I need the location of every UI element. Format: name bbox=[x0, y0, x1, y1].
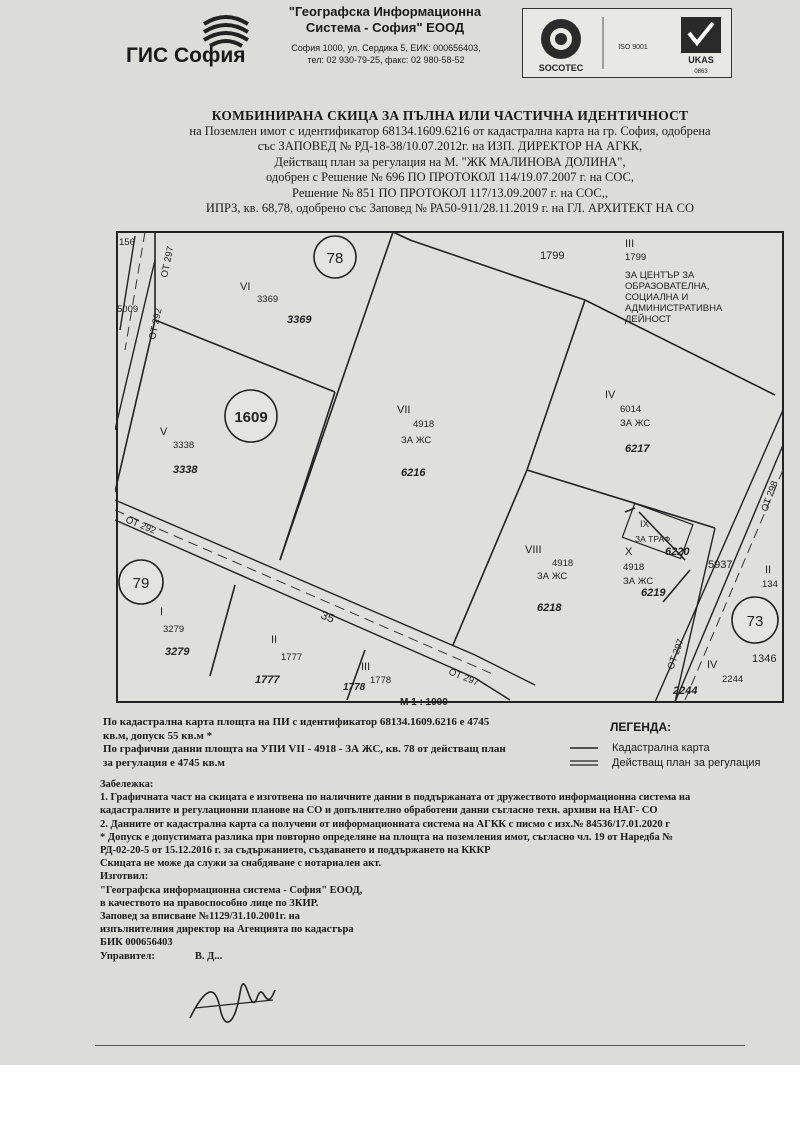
company-address bbox=[270, 42, 502, 66]
legend-item-cadastral bbox=[570, 740, 760, 755]
parcel-i-pi: 3279 bbox=[165, 646, 190, 658]
info-line-2: кв.м, допуск 55 кв.м * bbox=[103, 729, 213, 742]
block-78-icon bbox=[314, 236, 356, 278]
info-line-1: По кадастрална карта площта на ПИ с идентификатор 68134.1609.6216 е 4745 bbox=[103, 716, 490, 728]
parcel-x-purpose: ЗА ЖС bbox=[623, 576, 654, 587]
signature-icon bbox=[185, 978, 280, 1028]
block-78-label: 78 bbox=[326, 250, 344, 267]
notes-heading: Забележка: bbox=[100, 779, 154, 790]
label-156: 156 bbox=[119, 237, 135, 248]
block-79-label: 79 bbox=[132, 575, 150, 592]
parcel-ii-right-roman: II bbox=[765, 564, 772, 576]
label-street-35: 35 bbox=[318, 607, 337, 626]
cadastral-map bbox=[115, 230, 785, 705]
area-info bbox=[103, 716, 506, 770]
block-73-label: 73 bbox=[746, 613, 764, 630]
block-1609-label: 1609 bbox=[234, 409, 268, 426]
parcel-ii-pi: 1777 bbox=[255, 674, 280, 686]
iso-label: ISO 9001 bbox=[618, 44, 648, 51]
parcel-iv2-roman: IV bbox=[707, 659, 718, 671]
title-line-5: Решение № 851 ПО ПРОТОКОЛ 117/13.09.2007 г. на СОС,, bbox=[292, 185, 608, 200]
title-line-3: Действащ план за регулация на М. "ЖК МАЛИНОВА ДОЛИНА", bbox=[274, 154, 626, 169]
order-line: Заповед за вписване №1129/31.10.2001г. на bbox=[100, 911, 300, 923]
info-line-4: за регулация е 4745 кв.м bbox=[103, 756, 225, 769]
legend-title: ЛЕГЕНДА: bbox=[610, 720, 672, 734]
map-scale: М 1 : 1000 bbox=[400, 697, 448, 708]
bik-line: БИК 000656403 bbox=[100, 937, 173, 949]
single-line-icon bbox=[570, 745, 598, 751]
label-134: 134 bbox=[762, 579, 778, 590]
label-5009: 5009 bbox=[117, 304, 139, 315]
title-line-1: на Поземлен имот с идентификатор 68134.1609.6216 от кадастрална карта на гр. София, одобрена bbox=[189, 123, 711, 138]
brand-name: ГИС София bbox=[126, 44, 246, 67]
ukas-number: 0863 bbox=[694, 69, 708, 75]
legend-regulation-label: Действащ план за регулация bbox=[612, 756, 761, 769]
company-name bbox=[275, 4, 495, 36]
certification-seals-icon bbox=[523, 9, 731, 77]
parcel-iii2-upi: 1778 bbox=[370, 675, 392, 686]
parcel-iv-pi: 6217 bbox=[625, 443, 650, 455]
info-line-3: По графични данни площта на УПИ VII - 4918 - ЗА ЖС, кв. 78 от действащ план bbox=[103, 743, 506, 755]
note-3a: * Допуск е допустимата разлика при повторно определяне на площта на поземления имот, съгласно чл. 19 от Наредба № bbox=[100, 831, 673, 843]
title-line-6: ИПРЗ, кв. 68,78, одобрено със Заповед № РА50-911/28.11.2019 г. на ГЛ. АРХИТЕКТ НА СО bbox=[205, 201, 695, 215]
socotec-label: SOCOTEC bbox=[538, 63, 584, 73]
manager-line bbox=[100, 950, 800, 963]
legend-item-regulation bbox=[570, 755, 760, 770]
parcel-ii-roman: II bbox=[271, 634, 278, 646]
block-79-icon bbox=[119, 560, 163, 604]
parcel-viii-upi: 4918 bbox=[552, 558, 574, 569]
parcel-iv-upi: 6014 bbox=[620, 404, 642, 415]
manager-name: В. Д... bbox=[194, 950, 223, 962]
label-ot292-street: ОТ 292 bbox=[123, 514, 158, 537]
parcel-iii2-pi: 1778 bbox=[343, 682, 366, 693]
parcel-ix-purpose: ЗА ТРАФ. bbox=[635, 534, 673, 544]
block-1609-icon bbox=[225, 390, 277, 442]
note-2: 2. Данните от кадастрална карта са получени от информационната система на АГКК с писмо с изх.№ 84536/17.01.2020 г bbox=[100, 818, 671, 830]
label-ot292-left: ОТ 292 bbox=[147, 307, 165, 341]
parcel-v-upi: 3338 bbox=[173, 440, 195, 451]
manager-label: Управител: bbox=[100, 950, 155, 962]
parcel-viii-roman: VIII bbox=[525, 544, 542, 556]
parcel-ii-upi: 1777 bbox=[281, 652, 303, 663]
parcel-iv-purpose: ЗА ЖС bbox=[620, 418, 651, 429]
parcel-x-roman: X bbox=[625, 546, 633, 558]
parcel-ix-roman: IX bbox=[640, 519, 649, 530]
parcel-vii-upi: 4918 bbox=[413, 419, 435, 430]
legend bbox=[570, 740, 760, 770]
parcel-iv2-pi: 2244 bbox=[673, 685, 698, 697]
parcel-x-upi: 4918 bbox=[623, 562, 645, 573]
parcel-iii-purpose-2: ОБРАЗОВАТЕЛНА, bbox=[625, 281, 710, 292]
made-by-org: "Географска информационна система - София" ЕООД, bbox=[100, 884, 363, 896]
parcel-i-upi: 3279 bbox=[163, 624, 185, 635]
company-line-1: "Географска Информационна bbox=[288, 4, 482, 19]
label-ot297-top: ОТ 297 bbox=[159, 245, 177, 279]
parcel-vi-roman: VI bbox=[240, 281, 251, 293]
parcel-iii-upi: 1799 bbox=[625, 252, 647, 263]
address-line-1: София 1000, ул. Сердика 5, ЕИК: 000656403, bbox=[291, 43, 481, 53]
parcel-v-pi: 3338 bbox=[173, 464, 198, 476]
parcel-i-roman: I bbox=[160, 606, 164, 618]
parcel-iv2-upi: 2244 bbox=[722, 674, 744, 685]
note-1a: 1. Графичната част на скицата е изготвена по наличните данни в поддържаната от дружеството информационна система на bbox=[100, 792, 691, 804]
company-line-2: Система - София" ЕООД bbox=[305, 20, 465, 35]
made-by: Изготвил: bbox=[100, 871, 149, 883]
parcel-iii-purpose-1: ЗА ЦЕНТЪР ЗА bbox=[625, 270, 695, 281]
parcel-vii-pi: 6216 bbox=[401, 467, 426, 479]
parcel-iv-roman: IV bbox=[605, 389, 616, 401]
parcel-iii-purpose-4: АДМИНИСТРАТИВНА bbox=[625, 303, 723, 314]
ukas-label: UKAS bbox=[688, 55, 714, 65]
order-line-2: изпълнителния директор на Агенцията по кадастъра bbox=[100, 924, 354, 936]
certification-box bbox=[522, 8, 732, 78]
parcel-viii-purpose: ЗА ЖС bbox=[537, 571, 568, 582]
legend-cadastral-label: Кадастрална карта bbox=[612, 741, 710, 754]
parcel-ix-pi: 6220 bbox=[665, 546, 690, 558]
label-1799: 1799 bbox=[540, 250, 565, 262]
note-4: Скицата не може да служи за снабдяване с нотариален акт. bbox=[100, 858, 382, 870]
note-1b: кадастралните и регулационни планове на СО и допълнително обработени данни съгласно техн. архиви на НАГ- СО bbox=[100, 805, 658, 817]
parcel-vi-upi: 3369 bbox=[257, 294, 279, 305]
parcel-vii-roman: VII bbox=[397, 404, 411, 416]
label-ot297-right: ОТ 297 bbox=[665, 637, 687, 672]
label-1346: 1346 bbox=[752, 653, 777, 665]
title-line-4: одобрен с Решение № 696 ПО ПРОТОКОЛ 114/19.07.2007 г. на СОС, bbox=[266, 170, 634, 184]
parcel-v-roman: V bbox=[160, 426, 168, 438]
double-line-icon bbox=[570, 759, 598, 767]
parcel-iii2-roman: III bbox=[361, 661, 371, 673]
parcel-vii-purpose: ЗА ЖС bbox=[401, 435, 432, 446]
note-3b: РД-02-20-5 от 15.12.2016 г. за съдържанието, създаването и поддържането на КККР bbox=[100, 845, 491, 857]
footer-divider bbox=[95, 1045, 745, 1046]
parcel-viii-pi: 6218 bbox=[537, 602, 562, 614]
parcel-iii-roman: III bbox=[625, 238, 635, 250]
parcel-iii-purpose-3: СОЦИАЛНА И bbox=[625, 292, 689, 303]
address-line-2: тел: 02 930-79-25, факс: 02 980-58-52 bbox=[307, 55, 465, 65]
title-line-2: със ЗАПОВЕД № РД-18-38/10.07.2012г. на ИЗП. ДИРЕКТОР НА АГКК, bbox=[257, 139, 643, 153]
parcel-vi-pi: 3369 bbox=[287, 314, 312, 326]
label-5937: 5937 bbox=[708, 559, 733, 571]
label-ot298: ОТ 298 bbox=[759, 479, 781, 514]
notes-section bbox=[100, 778, 800, 963]
made-by-org-2: в качеството на правоспособно лице по ЗКИР. bbox=[100, 897, 319, 909]
parcel-iii-purpose-5: ДЕЙНОСТ bbox=[625, 314, 672, 325]
title-main: КОМБИНИРАНА СКИЦА ЗА ПЪЛНА ИЛИ ЧАСТИЧНА ИДЕНТИЧНОСТ bbox=[211, 108, 689, 123]
block-73-icon bbox=[732, 597, 778, 643]
label-ot297-bottom: ОТ 297 bbox=[446, 666, 481, 689]
document-title bbox=[90, 108, 800, 217]
parcel-x-pi: 6219 bbox=[641, 587, 666, 599]
